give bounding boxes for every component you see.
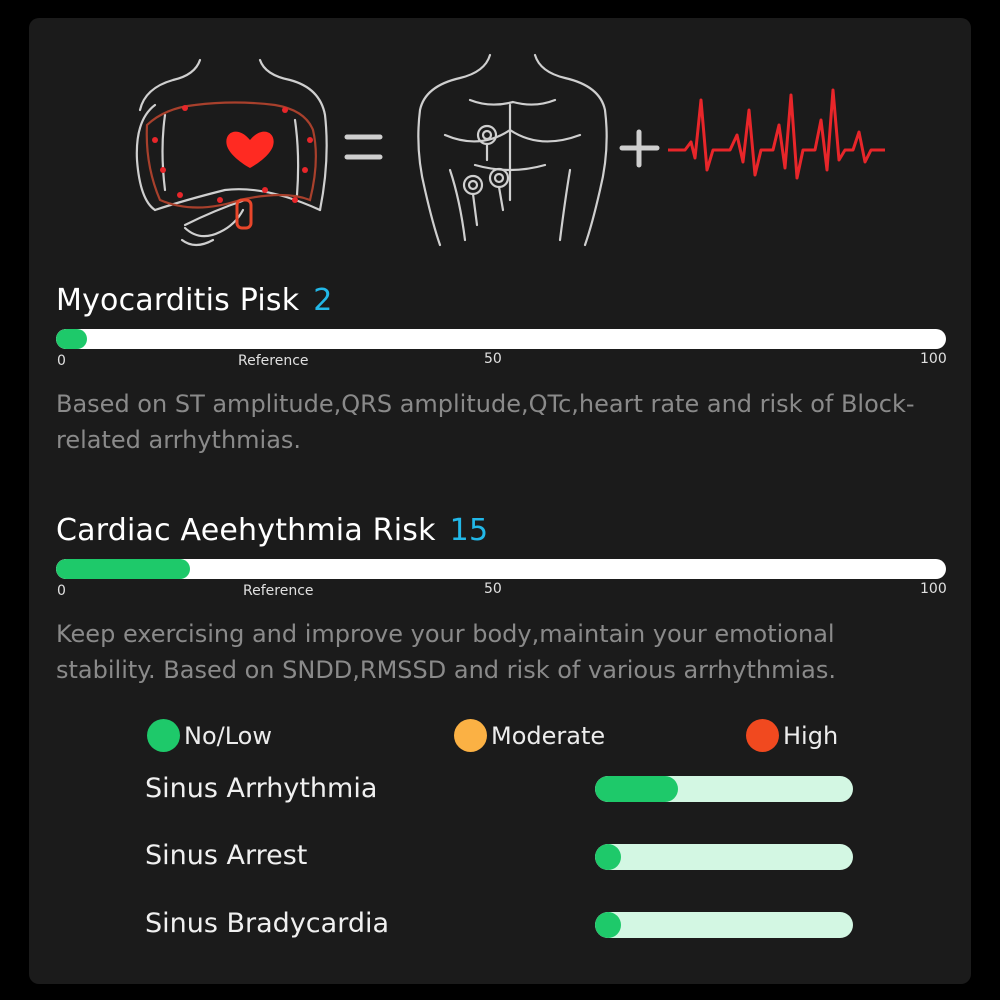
arrhythmia-scale-reference: Reference	[243, 583, 314, 599]
low-dot-icon	[147, 719, 180, 752]
risk-fill-sinus-arrhythmia	[595, 776, 678, 802]
moderate-dot-icon	[454, 719, 487, 752]
risk-label-sinus-arrest: Sinus Arrest	[145, 840, 308, 871]
arrhythmia-scale-mid: 50	[484, 581, 502, 597]
myocarditis-scale-min: 0	[57, 353, 66, 369]
arrhythmia-score: 15	[449, 513, 489, 548]
myocarditis-scale-reference: Reference	[238, 353, 309, 369]
risk-fill-sinus-arrest	[595, 844, 621, 870]
hero-illustration	[125, 50, 885, 255]
myocarditis-risk-fill	[56, 329, 87, 349]
risk-fill-sinus-bradycardia	[595, 912, 621, 938]
myocarditis-description: Based on ST amplitude,QRS amplitude,QTc,heart rate and risk of Block-related arrhythmias.	[56, 390, 915, 454]
arrhythmia-description: Keep exercising and improve your body,maintain your emotional stability. Based on SNDD,RMSSD and risk of various arrhythmias.	[56, 620, 836, 684]
legend-moderate-label: Moderate	[491, 721, 606, 750]
risk-label-sinus-arrhythmia: Sinus Arrhythmia	[145, 773, 378, 804]
myocarditis-scale-max: 100	[920, 351, 947, 367]
arrhythmia-scale-min: 0	[57, 583, 66, 599]
myocarditis-title-text: Myocarditis Pisk	[56, 283, 300, 318]
risk-bar-sinus-arrest	[595, 844, 853, 870]
legend-low	[147, 719, 272, 752]
myocarditis-title	[56, 283, 333, 318]
legend-moderate	[454, 719, 605, 752]
myocarditis-risk-bar	[56, 329, 946, 349]
myocarditis-score: 2	[313, 283, 333, 318]
arrhythmia-title	[56, 513, 488, 548]
arrhythmia-scale-max: 100	[920, 581, 947, 597]
ecg-waveform-icon	[668, 90, 885, 178]
arrhythmia-risk-fill	[56, 559, 190, 579]
equals-icon	[347, 137, 380, 157]
legend-high	[746, 719, 838, 752]
risk-bar-sinus-arrhythmia	[595, 776, 853, 802]
chest-electrodes-icon	[418, 55, 606, 245]
legend-high-label: High	[783, 721, 839, 750]
heart-icon	[226, 132, 273, 168]
myocarditis-scale-mid: 50	[484, 351, 502, 367]
risk-label-sinus-bradycardia: Sinus Bradycardia	[145, 908, 390, 939]
plus-icon	[622, 132, 657, 165]
high-dot-icon	[746, 719, 779, 752]
arrhythmia-risk-bar	[56, 559, 946, 579]
arrhythmia-title-text: Cardiac Aeehythmia Risk	[56, 513, 436, 548]
legend-low-label: No/Low	[184, 721, 272, 750]
risk-bar-sinus-bradycardia	[595, 912, 853, 938]
